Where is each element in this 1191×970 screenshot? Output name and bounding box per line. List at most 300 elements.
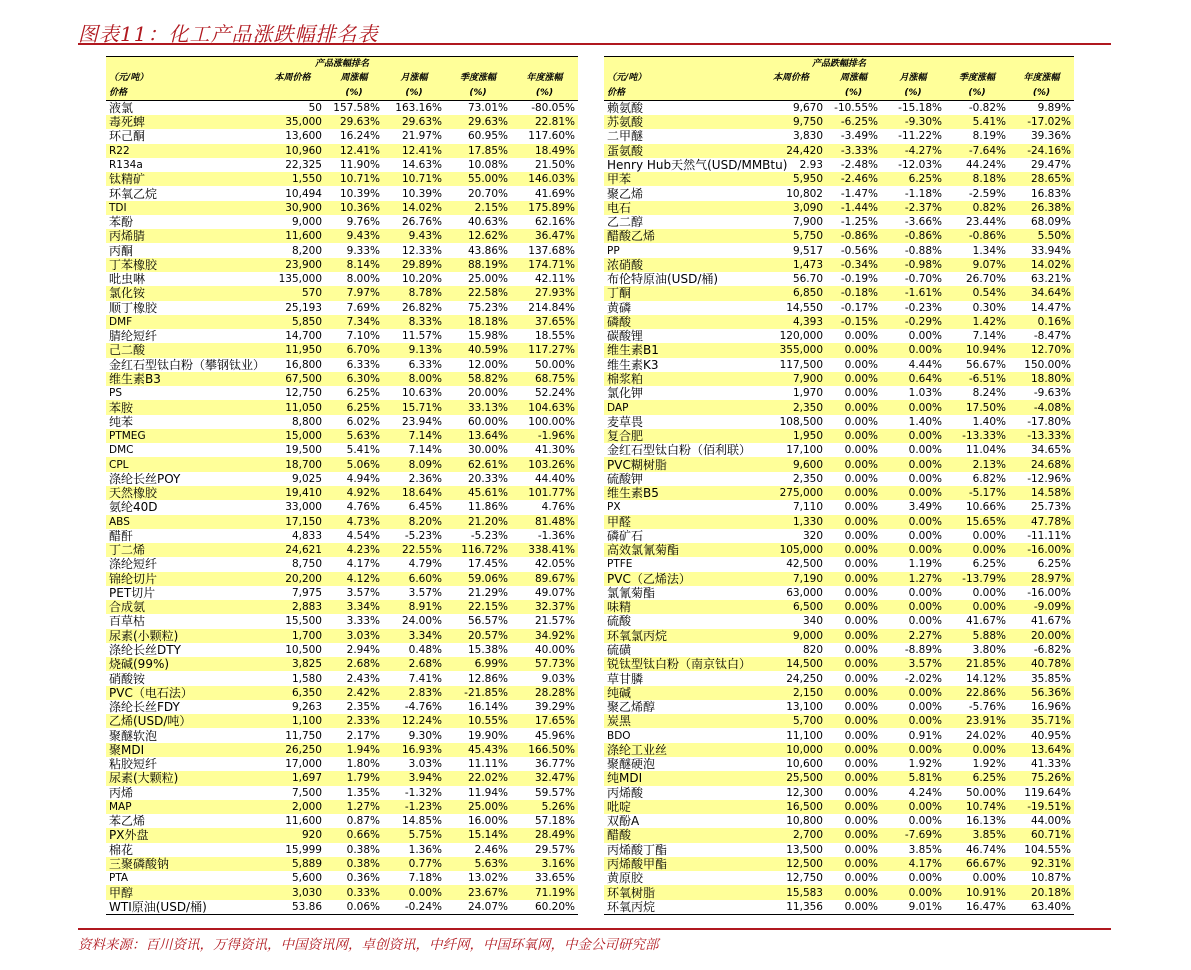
change-cell: 20.70% xyxy=(467,187,508,200)
table-row xyxy=(604,786,1074,800)
change-cell: 101.77% xyxy=(511,486,578,500)
price-cell: 30,900 xyxy=(260,201,325,215)
table-heading-row xyxy=(604,57,1074,72)
change-cell: 24.02% xyxy=(965,729,1006,742)
change-cell: 0.00% xyxy=(826,372,881,386)
change-cell: 12.41% xyxy=(383,144,445,158)
change-cell: 7.14% xyxy=(383,429,445,443)
change-cell: 88.19% xyxy=(445,258,511,272)
product-name-cell: 黄原胶 xyxy=(607,871,644,886)
product-name-cell: 纯碱 xyxy=(604,686,756,700)
change-cell: 40.00% xyxy=(534,644,576,657)
change-cell: 7.14% xyxy=(972,330,1006,343)
table-row xyxy=(106,286,578,300)
change-cell: 41.67% xyxy=(965,615,1006,628)
table-row xyxy=(106,500,578,514)
change-cell: 26.70% xyxy=(965,273,1006,286)
change-cell: 175.89% xyxy=(511,201,578,215)
change-cell: -2.02% xyxy=(904,672,942,685)
table-row xyxy=(604,800,1074,814)
change-cell: 9.01% xyxy=(881,900,945,915)
change-cell: 117.60% xyxy=(528,130,576,143)
product-name-cell: 甲醛 xyxy=(604,515,756,529)
change-cell: 6.30% xyxy=(325,372,383,386)
change-cell: 0.00% xyxy=(844,786,878,799)
table-row xyxy=(106,272,578,286)
change-cell: 33.94% xyxy=(1030,244,1072,257)
change-cell: -9.63% xyxy=(1033,387,1072,400)
price-cell: 9,600 xyxy=(756,457,826,471)
change-cell: -16.00% xyxy=(1027,586,1072,599)
price-cell: 1,550 xyxy=(260,172,325,186)
price-cell: 5,950 xyxy=(756,172,826,186)
change-cell: 2.68% xyxy=(325,657,383,671)
table-row xyxy=(604,671,1074,685)
column-header: 周涨幅 xyxy=(826,71,881,85)
product-name-cell: BDO xyxy=(607,729,631,742)
product-name-cell: CPL xyxy=(106,457,260,471)
change-cell: -1.44% xyxy=(826,201,881,215)
price-cell: 1,700 xyxy=(260,629,325,643)
change-cell: -6.51% xyxy=(945,372,1009,386)
change-cell: 4.73% xyxy=(325,515,383,529)
price-cell: 2,150 xyxy=(756,686,826,700)
change-cell: -6.25% xyxy=(826,115,881,129)
price-cell: 9,263 xyxy=(291,701,322,714)
table-row xyxy=(106,343,578,357)
change-cell: -9.09% xyxy=(1009,600,1074,614)
change-cell: -13.79% xyxy=(945,572,1009,586)
change-cell: 7.10% xyxy=(346,330,380,343)
change-cell: 214.84% xyxy=(528,301,576,314)
change-cell: 0.00% xyxy=(826,885,881,899)
change-cell: 37.65% xyxy=(511,315,578,329)
product-name-cell: PS xyxy=(109,387,122,400)
change-cell: 0.00% xyxy=(826,743,881,757)
change-cell: 75.23% xyxy=(467,301,508,314)
table-row xyxy=(604,500,1074,514)
change-cell: 8.33% xyxy=(383,315,445,329)
price-cell: 9,000 xyxy=(291,216,322,229)
price-cell: 117,500 xyxy=(779,358,823,371)
change-cell: -0.88% xyxy=(904,244,942,257)
change-cell: 0.00% xyxy=(844,358,878,371)
change-cell: 18.80% xyxy=(1009,372,1074,386)
product-name-cell: WTI原油(USD/桶) xyxy=(106,900,260,915)
change-cell: 7.41% xyxy=(408,672,442,685)
change-cell: 2.27% xyxy=(881,629,945,643)
table-row xyxy=(106,743,578,757)
change-cell: 32.37% xyxy=(511,600,578,614)
product-name-cell: 丁苯橡胶 xyxy=(106,258,260,272)
change-cell: 0.00% xyxy=(844,387,878,400)
change-cell: 9.07% xyxy=(945,258,1009,272)
price-cell: 13,100 xyxy=(786,701,823,714)
change-cell: -0.24% xyxy=(383,900,445,915)
change-cell: 4.92% xyxy=(325,486,383,500)
change-cell: 17.45% xyxy=(467,558,508,571)
price-cell: 12,750 xyxy=(285,387,322,400)
change-cell: 0.00% xyxy=(945,600,1009,614)
change-cell: 1.40% xyxy=(908,415,942,428)
change-cell: 3.85% xyxy=(908,843,942,856)
price-cell: 12,300 xyxy=(786,786,823,799)
change-cell: -4.27% xyxy=(881,144,945,158)
product-name-cell: 双酚A xyxy=(607,814,640,829)
change-cell: -11.22% xyxy=(898,130,942,143)
change-cell: 45.96% xyxy=(534,729,576,742)
change-cell: -4.08% xyxy=(1009,400,1074,414)
price-cell: 20,200 xyxy=(260,572,325,586)
column-unit xyxy=(756,86,826,101)
product-name-cell: 涤纶长丝DTY xyxy=(109,643,181,658)
change-cell: 10.55% xyxy=(445,714,511,728)
price-cell: 10,494 xyxy=(285,187,322,200)
change-cell: 10.63% xyxy=(401,387,442,400)
product-name-cell: 甲醇 xyxy=(106,885,260,899)
price-cell: 820 xyxy=(802,644,823,657)
change-cell: 10.87% xyxy=(1030,872,1072,885)
change-cell: -0.18% xyxy=(826,286,881,300)
product-name-cell: 维生素K3 xyxy=(607,357,659,372)
product-name-cell: 苯乙烯 xyxy=(109,814,146,829)
price-cell: 25,193 xyxy=(285,301,322,314)
change-cell: 11.11% xyxy=(467,758,508,771)
change-cell: 44.00% xyxy=(1030,815,1072,828)
change-cell: 1.36% xyxy=(408,843,442,856)
product-name-cell: 草甘膦 xyxy=(607,671,644,686)
change-cell: 2.83% xyxy=(383,686,445,700)
table-row xyxy=(106,358,578,372)
change-cell: 50.00% xyxy=(965,786,1006,799)
price-cell: 11,050 xyxy=(260,400,325,414)
product-name-cell: PTMEG xyxy=(106,429,260,443)
change-cell: 68.75% xyxy=(511,372,578,386)
price-cell: 2,000 xyxy=(260,800,325,814)
table-row xyxy=(604,272,1074,286)
change-cell: 28.49% xyxy=(511,828,578,842)
change-cell: 40.95% xyxy=(1030,729,1072,742)
table-subheader-row xyxy=(106,86,578,101)
change-cell: 5.88% xyxy=(945,629,1009,643)
change-cell: 1.34% xyxy=(972,244,1006,257)
change-cell: 8.00% xyxy=(383,372,445,386)
price-cell: 12,500 xyxy=(756,857,826,871)
change-cell: 0.00% xyxy=(908,872,942,885)
change-cell: 12.70% xyxy=(1009,343,1074,357)
change-cell: 9.33% xyxy=(346,244,380,257)
column-header: 本周价格 xyxy=(756,71,826,85)
table-row xyxy=(106,700,578,714)
price-cell: 7,500 xyxy=(291,786,322,799)
price-cell: 42,500 xyxy=(786,558,823,571)
change-cell: 10.91% xyxy=(945,885,1009,899)
change-cell: 0.00% xyxy=(844,330,878,343)
change-cell: 0.00% xyxy=(844,701,878,714)
change-cell: 40.78% xyxy=(1009,657,1074,671)
change-cell: 63.40% xyxy=(1009,900,1074,915)
change-cell: 0.38% xyxy=(346,843,380,856)
price-cell: 10,960 xyxy=(260,144,325,158)
product-name-cell: 醋酸 xyxy=(604,828,756,842)
change-cell: 32.47% xyxy=(511,771,578,785)
change-cell: 6.99% xyxy=(445,657,511,671)
change-cell: 0.00% xyxy=(908,472,942,485)
change-cell: 2.17% xyxy=(346,729,380,742)
change-cell: 71.19% xyxy=(511,885,578,899)
price-cell: 2.93 xyxy=(799,158,823,171)
change-cell: 0.00% xyxy=(844,415,878,428)
change-cell: 35.71% xyxy=(1009,714,1074,728)
column-header: 月涨幅 xyxy=(383,71,445,85)
product-name-cell: 维生素B3 xyxy=(106,372,260,386)
price-cell: 5,700 xyxy=(756,714,826,728)
product-name-cell: 丙烯腈 xyxy=(106,229,260,243)
change-cell: 0.00% xyxy=(826,686,881,700)
change-cell: 0.00% xyxy=(881,457,945,471)
table-row xyxy=(106,215,578,229)
change-cell: 2.46% xyxy=(474,843,508,856)
table-row xyxy=(604,443,1074,457)
change-cell: 0.00% xyxy=(844,472,878,485)
price-cell: 15,999 xyxy=(285,843,322,856)
column-header: （元/吨） xyxy=(604,71,756,85)
change-cell: 14.63% xyxy=(401,158,442,171)
change-cell: 26.76% xyxy=(401,216,442,229)
change-cell: 0.00% xyxy=(844,815,878,828)
column-unit: 价格 xyxy=(604,86,756,101)
rise-ranking-table xyxy=(106,56,578,915)
table-row xyxy=(604,572,1074,586)
change-cell: -5.23% xyxy=(404,529,442,542)
change-cell: 21.50% xyxy=(534,158,576,171)
change-cell: 41.33% xyxy=(1030,758,1072,771)
change-cell: 5.26% xyxy=(511,800,578,814)
change-cell: 1.92% xyxy=(908,758,942,771)
table-row xyxy=(604,700,1074,714)
product-name-cell: 聚醚软泡 xyxy=(109,728,158,743)
change-cell: 0.00% xyxy=(826,400,881,414)
product-name-cell: 丙烯 xyxy=(109,785,134,800)
product-name-cell: 丙烯酸丁酯 xyxy=(607,842,668,857)
column-unit: (%) xyxy=(325,86,383,101)
product-name-cell: 麦草畏 xyxy=(607,414,644,429)
change-cell: 17.50% xyxy=(945,400,1009,414)
change-cell: 9.76% xyxy=(346,216,380,229)
price-cell: 6,850 xyxy=(756,286,826,300)
page-title: 图表11：化工产品涨跌幅排名表 xyxy=(78,22,379,46)
product-name-cell: 尿素(小颗粒) xyxy=(106,629,260,643)
change-cell: 1.80% xyxy=(346,758,380,771)
change-cell: 0.00% xyxy=(881,743,945,757)
product-name-cell: PVC糊树脂 xyxy=(604,457,756,471)
change-cell: 13.64% xyxy=(1009,743,1074,757)
change-cell: 42.05% xyxy=(534,558,576,571)
price-cell: 5,889 xyxy=(260,857,325,871)
change-cell: 0.54% xyxy=(945,286,1009,300)
change-cell: 56.36% xyxy=(1009,686,1074,700)
change-cell: 3.34% xyxy=(383,629,445,643)
table-row xyxy=(106,415,578,429)
change-cell: 1.42% xyxy=(945,315,1009,329)
price-cell: 7,900 xyxy=(792,216,823,229)
change-cell: 44.40% xyxy=(534,472,576,485)
price-cell: 4,833 xyxy=(291,529,322,542)
change-cell: 41.67% xyxy=(1030,615,1072,628)
change-cell: 103.26% xyxy=(511,457,578,471)
table-row xyxy=(604,115,1074,129)
change-cell: -2.46% xyxy=(826,172,881,186)
change-cell: 0.33% xyxy=(325,885,383,899)
change-cell: 0.00% xyxy=(826,515,881,529)
product-name-cell: 炭黑 xyxy=(604,714,756,728)
change-cell: 0.66% xyxy=(325,828,383,842)
change-cell: 58.82% xyxy=(445,372,511,386)
column-unit: (%) xyxy=(445,86,511,101)
change-cell: 28.97% xyxy=(1009,572,1074,586)
column-header: 年度涨幅 xyxy=(511,71,578,85)
price-cell: 2,700 xyxy=(756,828,826,842)
change-cell: 6.33% xyxy=(408,358,442,371)
product-name-cell: 复合肥 xyxy=(604,429,756,443)
change-cell: 3.57% xyxy=(881,657,945,671)
change-cell: 2.33% xyxy=(325,714,383,728)
change-cell: 0.00% xyxy=(972,872,1006,885)
change-cell: -0.23% xyxy=(904,301,942,314)
product-name-cell: 涤纶长丝POY xyxy=(109,471,181,486)
change-cell: -5.76% xyxy=(968,701,1006,714)
change-cell: 47.78% xyxy=(1009,515,1074,529)
table-row xyxy=(106,186,578,200)
change-cell: -1.61% xyxy=(881,286,945,300)
change-cell: -7.64% xyxy=(945,144,1009,158)
change-cell: 1.40% xyxy=(972,415,1006,428)
change-cell: 49.07% xyxy=(534,586,576,599)
change-cell: 19.90% xyxy=(467,729,508,742)
change-cell: 22.58% xyxy=(445,286,511,300)
change-cell: 4.24% xyxy=(908,786,942,799)
table-row xyxy=(604,885,1074,899)
change-cell: 24.07% xyxy=(445,900,511,915)
change-cell: 55.00% xyxy=(445,172,511,186)
change-cell: 10.94% xyxy=(945,343,1009,357)
change-cell: 0.00% xyxy=(844,529,878,542)
product-name-cell: 醋酸乙烯 xyxy=(604,229,756,243)
change-cell: 5.41% xyxy=(945,115,1009,129)
product-name-cell: 棉花 xyxy=(109,842,134,857)
change-cell: 3.94% xyxy=(383,771,445,785)
price-cell: 8,200 xyxy=(291,244,322,257)
table-row xyxy=(604,686,1074,700)
product-name-cell: 苯酚 xyxy=(109,215,134,230)
change-cell: 0.00% xyxy=(826,486,881,500)
table-row xyxy=(106,871,578,885)
price-cell: 53.86 xyxy=(260,900,325,915)
change-cell: 4.76% xyxy=(541,501,576,514)
change-cell: -0.86% xyxy=(826,229,881,243)
change-cell: 33.13% xyxy=(445,400,511,414)
price-cell: 26,250 xyxy=(260,743,325,757)
table-row xyxy=(604,600,1074,614)
table-row xyxy=(106,158,578,172)
change-cell: 6.25% xyxy=(1037,558,1072,571)
change-cell: 5.41% xyxy=(346,444,380,457)
change-cell: 4.76% xyxy=(346,501,380,514)
table-row xyxy=(106,115,578,129)
change-cell: 9.43% xyxy=(383,229,445,243)
change-cell: 0.00% xyxy=(826,857,881,871)
price-cell: 10,800 xyxy=(786,815,823,828)
change-cell: -3.66% xyxy=(904,216,942,229)
price-cell: 15,000 xyxy=(260,429,325,443)
change-cell: 0.48% xyxy=(408,644,442,657)
price-cell: 56.70 xyxy=(792,273,823,286)
change-cell: 2.36% xyxy=(408,472,442,485)
change-cell: 0.00% xyxy=(826,572,881,586)
table-row xyxy=(106,301,578,315)
change-cell: -6.82% xyxy=(1033,644,1072,657)
product-name-cell: MAP xyxy=(106,800,260,814)
price-cell: 13,500 xyxy=(786,843,823,856)
change-cell: 0.00% xyxy=(826,629,881,643)
change-cell: -4.76% xyxy=(404,701,442,714)
change-cell: 6.45% xyxy=(408,501,442,514)
change-cell: 28.28% xyxy=(511,686,578,700)
change-cell: 0.36% xyxy=(346,872,380,885)
change-cell: 29.89% xyxy=(383,258,445,272)
table-row xyxy=(106,557,578,571)
change-cell: -0.34% xyxy=(826,258,881,272)
change-cell: -1.36% xyxy=(537,529,576,542)
change-cell: 0.00% xyxy=(881,400,945,414)
change-cell: -11.11% xyxy=(1027,529,1072,542)
change-cell: 11.57% xyxy=(401,330,442,343)
table-row xyxy=(604,129,1074,143)
change-cell: 10.36% xyxy=(325,201,383,215)
product-name-cell: 环己酮 xyxy=(109,129,146,144)
price-cell: 3,825 xyxy=(260,657,325,671)
change-cell: 10.71% xyxy=(383,172,445,186)
change-cell: -12.03% xyxy=(898,158,942,171)
table-heading: 产品跌幅排名 xyxy=(604,57,1074,72)
table-row xyxy=(604,201,1074,215)
change-cell: -16.00% xyxy=(1009,543,1074,557)
change-cell: 11.90% xyxy=(339,158,380,171)
price-cell: 24,250 xyxy=(786,672,823,685)
product-name-cell: 丙烯酸甲酯 xyxy=(604,857,756,871)
change-cell: 34.64% xyxy=(1009,286,1074,300)
change-cell: 8.14% xyxy=(325,258,383,272)
product-name-cell: 聚醚硬泡 xyxy=(607,757,656,772)
column-unit: (%) xyxy=(826,86,881,101)
table-header-row xyxy=(604,71,1074,85)
price-cell: 9,000 xyxy=(756,629,826,643)
change-cell: -2.59% xyxy=(968,187,1006,200)
table-row xyxy=(106,885,578,899)
change-cell: 0.00% xyxy=(844,758,878,771)
price-cell: 24,621 xyxy=(260,543,325,557)
product-name-cell: 涤纶短纤 xyxy=(109,557,158,572)
change-cell: -3.33% xyxy=(826,144,881,158)
change-cell: 0.00% xyxy=(908,586,942,599)
product-name-cell: 硫酸钾 xyxy=(607,471,644,486)
change-cell: 21.85% xyxy=(945,657,1009,671)
change-cell: 40.63% xyxy=(467,216,508,229)
table-row xyxy=(604,857,1074,871)
change-cell: -19.51% xyxy=(1009,800,1074,814)
change-cell: 8.91% xyxy=(383,600,445,614)
price-cell: 5,850 xyxy=(260,315,325,329)
